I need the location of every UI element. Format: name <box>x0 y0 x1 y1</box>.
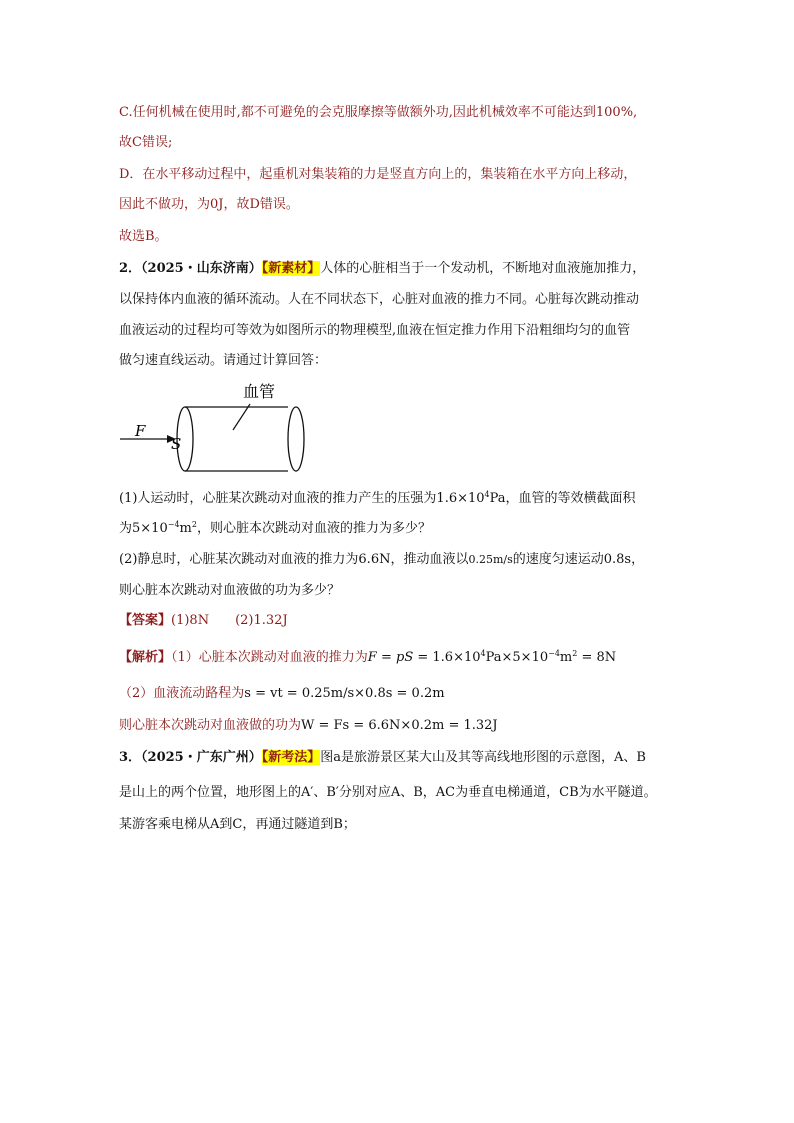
q2-sub1-text-b: ，血管的等效横截面积 <box>505 491 636 506</box>
analysis-line-3 <box>119 717 498 735</box>
blood-vessel-figure <box>118 378 318 478</box>
q2-sub2-text-b: 的速度匀速运动0.8s， <box>512 552 645 567</box>
answer-tag: 【答案】 <box>119 613 172 628</box>
analysis-line-1 <box>119 649 616 667</box>
q2-sub1-text-a: (1)人运动时，心脏某次跳动对血液的推力产生的压强为 <box>119 491 437 506</box>
analysis-2-text: （2）血液流动路程为 <box>119 686 245 701</box>
q2-number: 2．（2025・山东济南） <box>119 261 262 276</box>
answer-1: (1)8N <box>171 613 210 628</box>
q2-sub2-line-1 <box>119 551 644 569</box>
q3-tag-badge: 【新考法】 <box>261 750 321 765</box>
analysis-2-formula: s = vt = 0.25m/s×0.8s = 0.2m <box>244 686 445 701</box>
answer-2: (2)1.32J <box>235 613 288 628</box>
analysis-line-2 <box>119 685 445 703</box>
option-c-line: C.任何机械在使用时,都不可避免的会克服摩擦等做额外功,因此机械效率不可能达到100%, <box>119 105 638 120</box>
q2-sub1-text-d: ，则心脏本次跳动对血液的推力为多少？ <box>196 521 431 536</box>
analysis-3-formula: W = Fs = 6.6N×0.2m = 1.32J <box>301 718 498 733</box>
q3-stem-line-2: 是山上的两个位置，地形图上的A′、B′分别对应A、B，AC为垂直电梯通道，CB为水平隧道。 <box>119 785 657 800</box>
q2-sub2-line-2: 则心脏本次跳动对血液做的功为多少？ <box>119 583 341 598</box>
pressure-value: $1.6\times 10^4Pa$ <box>436 490 506 506</box>
speed-value: 0.25m/s <box>468 553 513 566</box>
area-label: S <box>171 435 182 453</box>
q2-sub1-line-1 <box>119 490 636 508</box>
q2-stem-line-3: 血液运动的过程均可等效为如图所示的物理模型,血液在恒定推力作用下沿粗细均匀的血管 <box>119 323 631 338</box>
answer-line <box>119 612 288 630</box>
analysis-tag: 【解析】 <box>119 650 172 665</box>
q2-stem-line-1 <box>119 260 645 278</box>
q2-sub1-line-2 <box>119 520 431 538</box>
q2-tag-badge: 【新素材】 <box>261 261 321 276</box>
area-value: $5\times 10^{-4}m^2$ <box>132 520 197 536</box>
q3-number: 3．（2025・广东广州） <box>119 750 262 765</box>
force-label: F <box>135 422 146 440</box>
q2-stem-line-2: 以保持体内血液的循环流动。人在不同状态下，心脏对血液的推力不同。心脏每次跳动推动 <box>119 292 640 307</box>
option-c-line-cont: 故C错误; <box>119 135 173 150</box>
vessel-label: 血管 <box>243 382 276 401</box>
choose-b-line: 故选B。 <box>119 229 168 244</box>
option-d-line-cont: 因此不做功，为0J，故D错误。 <box>119 197 299 212</box>
analysis-1-text: （1）心脏本次跳动对血液的推力为 <box>171 650 368 665</box>
q2-stem-line-4: 做匀速直线运动。请通过计算回答： <box>119 353 328 368</box>
q3-stem-line-3: 某游客乘电梯从A到C，再通过隧道到B； <box>119 817 356 832</box>
q2-sub1-text-c: 为 <box>119 521 133 536</box>
q2-stem-1: 人体的心脏相当于一个发动机，不断地对血液施加推力， <box>320 261 646 276</box>
analysis-1-formula: F = pS = $1.6\times 10^4Pa\times 5\times 10^{-4}m^2 = 8N$ <box>367 649 617 665</box>
q2-sub2-text-a: (2)静息时，心脏某次跳动对血液的推力为6.6N，推动血液以 <box>119 552 469 567</box>
analysis-3-text: 则心脏本次跳动对血液做的功为 <box>119 718 302 733</box>
q3-stem-1: 图a是旅游景区某大山及其等高线地形图的示意图，A、B <box>320 750 646 765</box>
q3-stem-line-1 <box>119 749 646 767</box>
option-d-line: D．在水平移动过程中，起重机对集装箱的力是竖直方向上的，集装箱在水平方向上移动， <box>119 167 637 182</box>
